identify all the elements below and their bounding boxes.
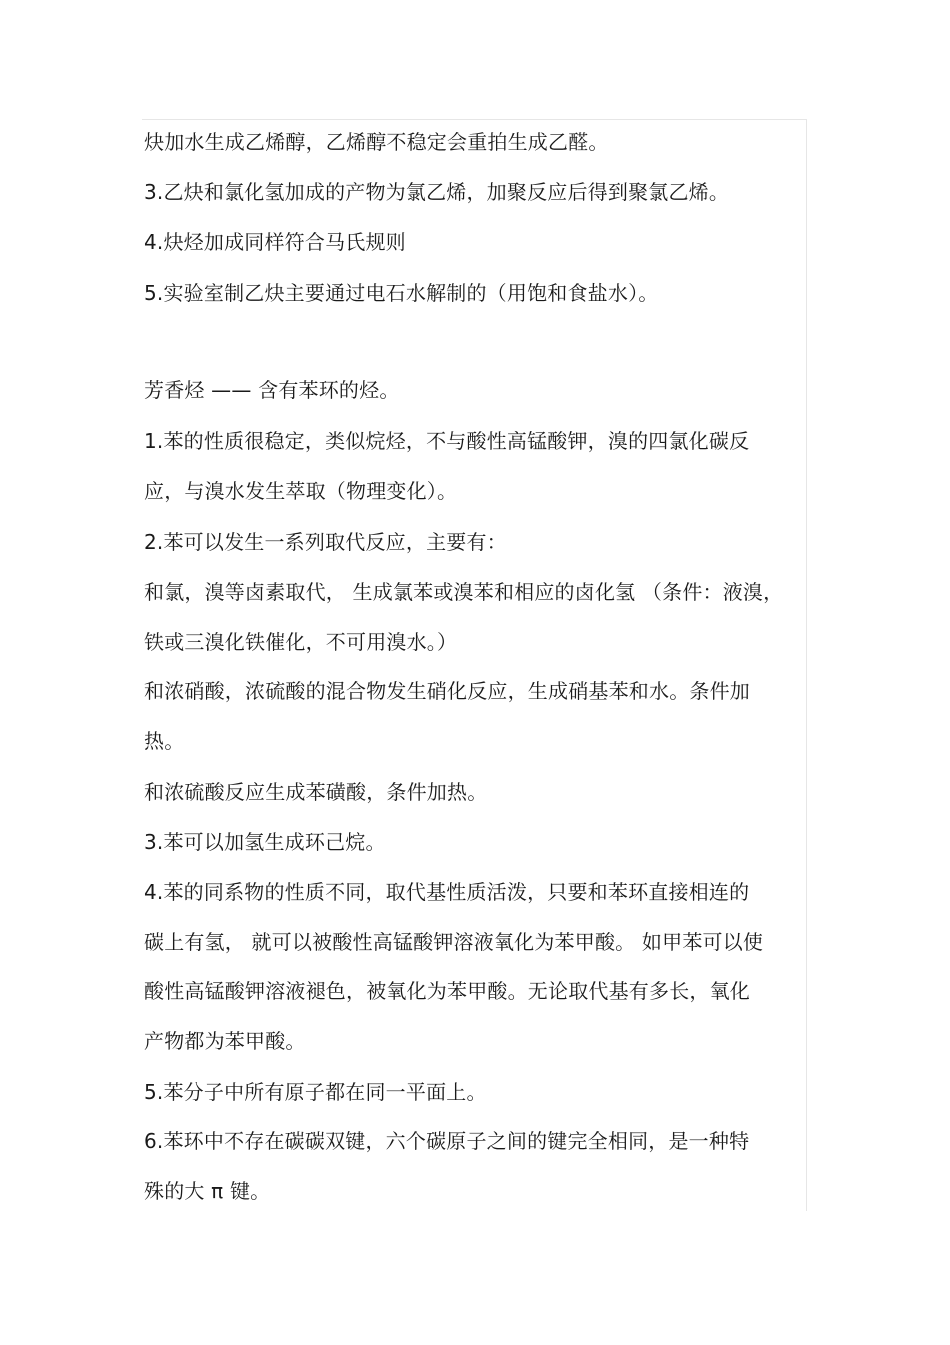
text-line: 炔加水生成乙烯醇，乙烯醇不稳定会重拍生成乙醛。 [144, 130, 609, 154]
text-line: 和浓硫酸反应生成苯磺酸，条件加热。 [144, 780, 488, 804]
text-line: 应，与溴水发生萃取（物理变化）。 [144, 479, 458, 503]
text-line: 1.苯的性质很稳定，类似烷烃，不与酸性高锰酸钾，溴的四氯化碳反 [144, 429, 750, 453]
text-line: 产物都为苯甲酸。 [144, 1029, 306, 1053]
text-line: 碳上有氢， 就可以被酸性高锰酸钾溶液氧化为苯甲酸。 如甲苯可以使 [144, 930, 764, 954]
text-line: 5.实验室制乙炔主要通过电石水解制的（用饱和食盐水）。 [144, 281, 659, 305]
section-heading: 芳香烃 —— 含有苯环的烃。 [144, 378, 400, 402]
text-line: 和浓硝酸，浓硫酸的混合物发生硝化反应，生成硝基苯和水。条件加 [144, 679, 750, 703]
text-line: 2.苯可以发生一系列取代反应，主要有： [144, 530, 507, 554]
text-line: 6.苯环中不存在碳碳双键，六个碳原子之间的键完全相同，是一种特 [144, 1129, 750, 1153]
text-line: 酸性高锰酸钾溶液褪色，被氧化为苯甲酸。无论取代基有多长，氧化 [144, 979, 750, 1003]
text-line: 和氯，溴等卤素取代， 生成氯苯或溴苯和相应的卤化氢 （条件：液溴， [144, 580, 784, 604]
text-line: 3.苯可以加氢生成环己烷。 [144, 830, 386, 854]
text-line: 3.乙炔和氯化氢加成的产物为氯乙烯，加聚反应后得到聚氯乙烯。 [144, 180, 730, 204]
text-line: 4.炔烃加成同样符合马氏规则 [144, 230, 406, 254]
text-line: 铁或三溴化铁催化，不可用溴水。） [144, 630, 458, 654]
text-line: 5.苯分子中所有原子都在同一平面上。 [144, 1080, 487, 1104]
text-line: 殊的大 π 键。 [144, 1179, 271, 1203]
text-line: 热。 [144, 729, 185, 753]
text-line: 4.苯的同系物的性质不同，取代基性质活泼，只要和苯环直接相连的 [144, 880, 750, 904]
